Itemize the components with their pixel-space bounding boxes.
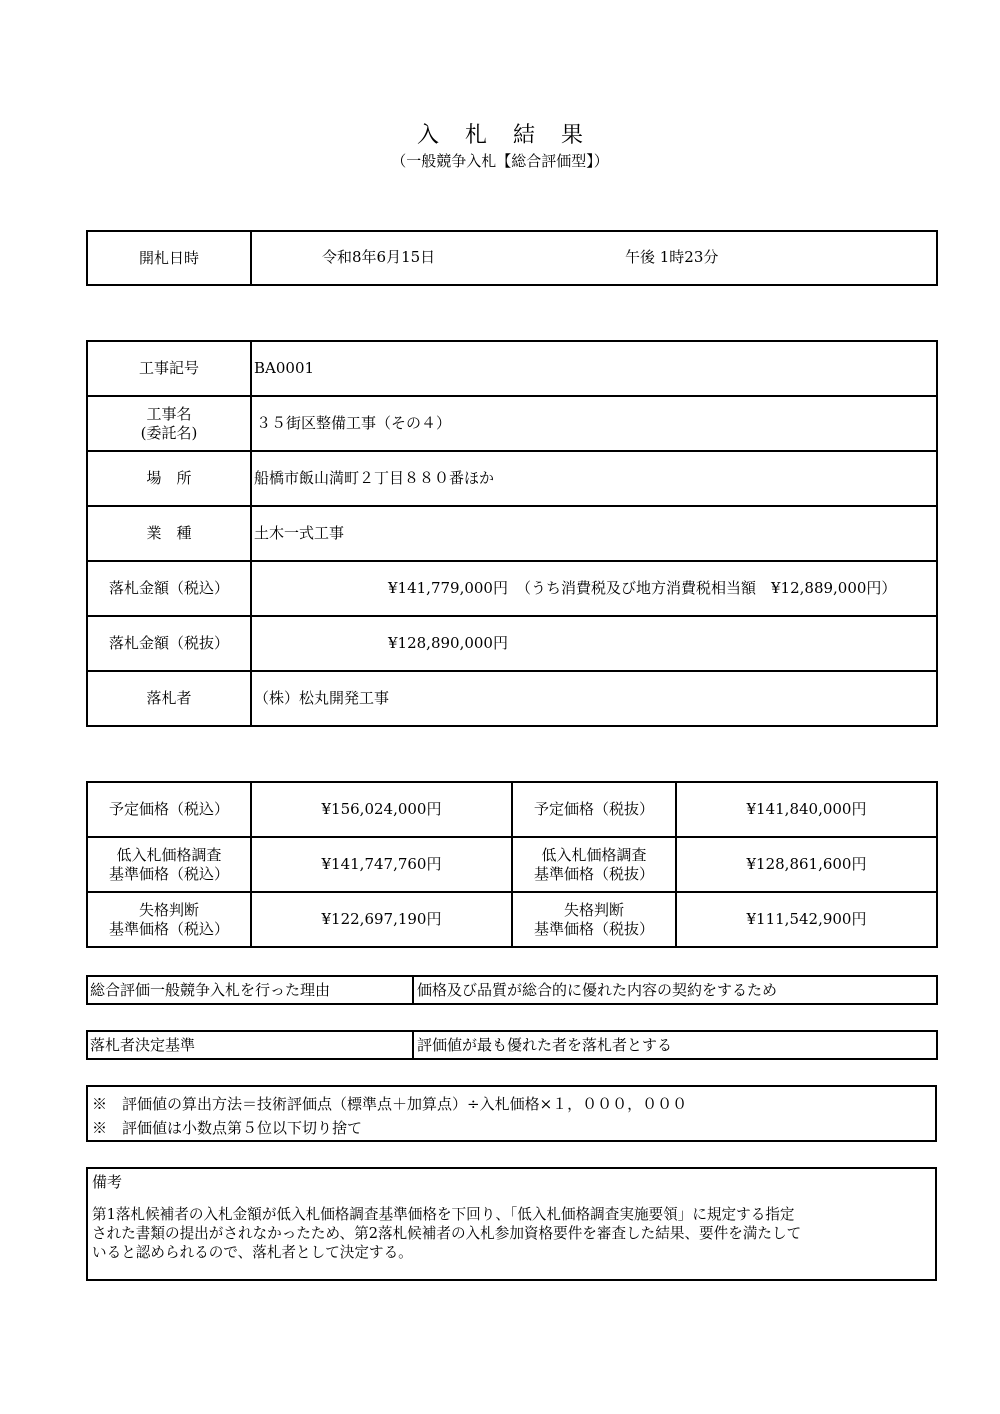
document-subtitle: （一般競争入札【総合評価型】） xyxy=(391,152,609,170)
label-line: 低入札価格調査 xyxy=(116,845,222,864)
low-bid-standard-excl-tax-value: ¥128,861,600円 xyxy=(676,837,937,892)
winning-bidder-value: （株）松丸開発工事 xyxy=(251,671,937,726)
label-line: 低入札価格調査 xyxy=(541,845,647,864)
remarks-line: された書類の提出がされなかったため、第2落札候補者の入札参加資格要件を審査した結果、要件を満たして xyxy=(92,1225,802,1242)
contract-table xyxy=(86,340,938,727)
winning-amount-incl-tax: ¥141,779,000円 xyxy=(388,578,508,597)
planned-price-incl-tax-value: ¥156,024,000円 xyxy=(251,782,512,837)
work-code-value: BA0001 xyxy=(251,341,937,396)
disqualification-standard-incl-tax-label xyxy=(87,892,251,947)
planned-price-incl-tax-label xyxy=(87,782,251,837)
label-line: 基準価格（税込） xyxy=(108,864,229,883)
winning-amount-excl-tax: ¥128,890,000円 xyxy=(388,633,508,652)
winning-amount-excl-tax-cell xyxy=(251,616,937,671)
title-char: 果 xyxy=(561,123,584,148)
opening-label: 開札日時 xyxy=(87,231,251,285)
label-line: 基準価格（税抜） xyxy=(533,919,654,938)
low-bid-standard-excl-tax-label xyxy=(512,837,676,892)
label-line: 失格判断 xyxy=(138,900,199,919)
title-char: 結 xyxy=(513,123,536,148)
label-line: 基準価格（税込） xyxy=(108,919,229,938)
opening-time: 午後 1時23分 xyxy=(625,248,719,266)
row-label-winning-amount-excl-tax: 落札金額（税抜） xyxy=(87,616,251,671)
note-line: ※ 評価値の算出方法＝技術評価点（標準点＋加算点）÷入札価格×１，０００，０００ xyxy=(92,1095,688,1113)
low-bid-standard-incl-tax-label xyxy=(87,837,251,892)
row-label-winning-amount-incl-tax: 落札金額（税込） xyxy=(87,561,251,616)
reason-table xyxy=(86,975,938,1005)
disqualification-standard-excl-tax-value: ¥111,542,900円 xyxy=(676,892,937,947)
planned-price-excl-tax-label xyxy=(512,782,676,837)
opening-date: 令和8年6月15日 xyxy=(322,248,436,266)
note-line: ※ 評価値は小数点第５位以下切り捨て xyxy=(92,1119,363,1137)
label-line: 予定価格（税込） xyxy=(108,800,229,819)
work-name-label-line: 工事名 xyxy=(146,404,192,423)
reason-label: 総合評価一般競争入札を行った理由 xyxy=(87,976,413,1004)
work-name-label-line: (委託名) xyxy=(140,423,198,442)
document-title xyxy=(0,118,1000,149)
reason-value: 価格及び品質が総合的に優れた内容の契約をするため xyxy=(413,976,937,1004)
label-line: 失格判断 xyxy=(563,900,624,919)
opening-datetime xyxy=(251,231,937,285)
row-label-work-code: 工事記号 xyxy=(87,341,251,396)
row-label-location: 場 所 xyxy=(87,451,251,506)
low-bid-standard-incl-tax-value: ¥141,747,760円 xyxy=(251,837,512,892)
price-table xyxy=(86,781,938,948)
location-value: 船橋市飯山満町２丁目８８０番ほか xyxy=(251,451,937,506)
remarks-box xyxy=(86,1167,937,1281)
criteria-table xyxy=(86,1030,938,1060)
remarks-line: いると認められるので、落札者として決定する。 xyxy=(92,1244,413,1261)
industry-value: 土木一式工事 xyxy=(251,506,937,561)
disqualification-standard-incl-tax-value: ¥122,697,190円 xyxy=(251,892,512,947)
remarks-heading: 備考 xyxy=(92,1173,123,1191)
work-name-value: ３５街区整備工事（その４） xyxy=(251,396,937,451)
consumption-tax-note: （うち消費税及び地方消費税相当額 ¥12,889,000円） xyxy=(516,578,897,597)
title-char: 札 xyxy=(464,123,487,148)
row-label-industry: 業 種 xyxy=(87,506,251,561)
notes-box xyxy=(86,1085,937,1142)
opening-table xyxy=(86,230,938,286)
criteria-value: 評価値が最も優れた者を落札者とする xyxy=(413,1031,937,1059)
disqualification-standard-excl-tax-label xyxy=(512,892,676,947)
row-label-winning-bidder: 落札者 xyxy=(87,671,251,726)
label-line: 予定価格（税抜） xyxy=(533,800,654,819)
planned-price-excl-tax-value: ¥141,840,000円 xyxy=(676,782,937,837)
remarks-line: 第1落札候補者の入札金額が低入札価格調査基準価格を下回り、「低入札価格調査実施要領」に規定する指定 xyxy=(92,1206,795,1223)
criteria-label: 落札者決定基準 xyxy=(87,1031,413,1059)
title-char: 入 xyxy=(416,123,439,148)
label-line: 基準価格（税抜） xyxy=(533,864,654,883)
winning-amount-incl-tax-cell xyxy=(251,561,937,616)
row-label-work-name xyxy=(87,396,251,451)
